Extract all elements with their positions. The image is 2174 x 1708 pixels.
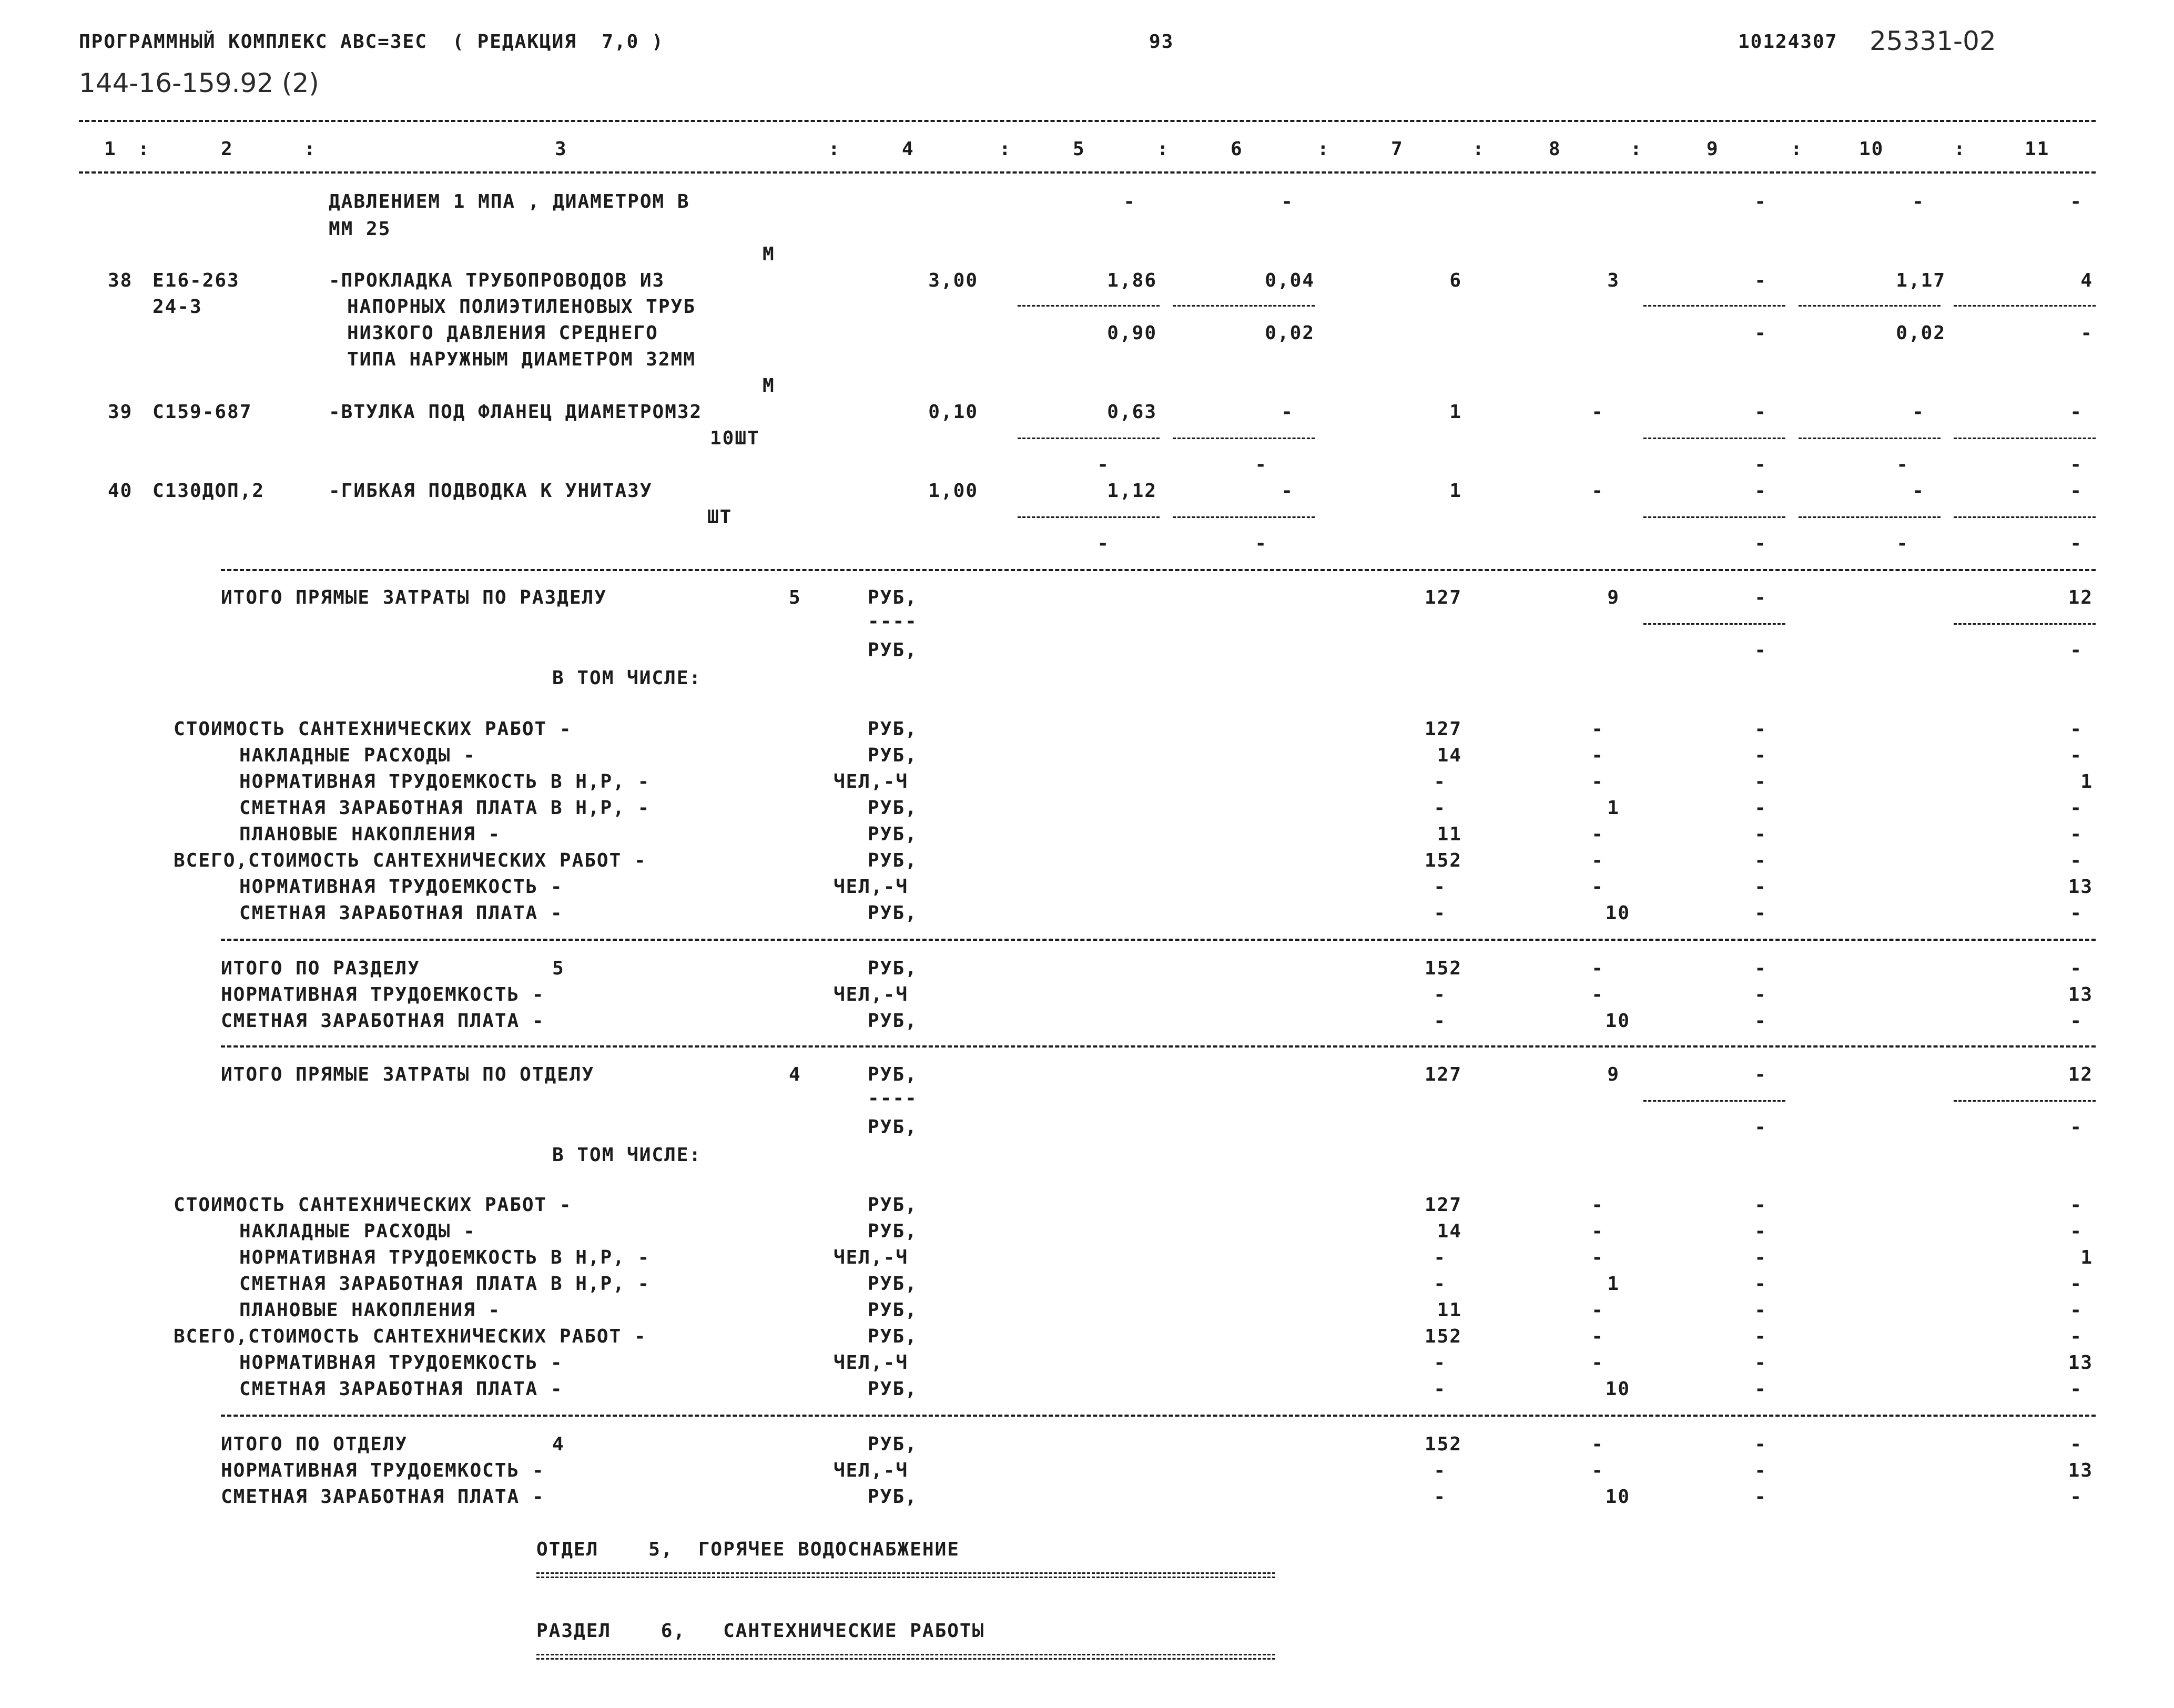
item-description: -ГИБКАЯ ПОДВОДКА К УНИТАЗУ <box>329 480 653 502</box>
cell-c9: - <box>1754 1299 1767 1321</box>
cell-c9: - <box>1754 876 1767 898</box>
breakdown-label: СМЕТНАЯ ЗАРАБОТНАЯ ПЛАТА В Н,Р, - <box>239 1273 651 1295</box>
cell-c8: 10 <box>1605 1486 1630 1508</box>
cell-divider <box>1018 305 1160 307</box>
col-sep: : <box>1791 138 1803 160</box>
cell-c9: - <box>1754 958 1767 979</box>
cell-c5: - <box>1123 191 1136 212</box>
breakdown-unit: ЧЕЛ,-Ч <box>834 876 909 898</box>
summary-unit: РУБ, <box>868 1116 918 1138</box>
breakdown-unit: РУБ, <box>868 824 918 845</box>
col-sep: : <box>1472 138 1485 160</box>
header-rule-bottom <box>79 171 2096 174</box>
cell-c11: - <box>2070 191 2082 212</box>
cell-c9: - <box>1754 1352 1767 1374</box>
total-unit: РУБ, <box>868 958 918 979</box>
breakdown-label: СМЕТНАЯ ЗАРАБОТНАЯ ПЛАТА - <box>239 1378 563 1400</box>
item-description: НИЗКОГО ДАВЛЕНИЯ СРЕДНЕГО <box>347 322 658 344</box>
cell-c9: - <box>1754 1221 1767 1242</box>
breakdown-label: НАКЛАДНЫЕ РАСХОДЫ - <box>239 1221 476 1242</box>
col-header-9: 9 <box>1706 138 1719 160</box>
cell-c6: - <box>1281 401 1294 423</box>
cell-c7: 152 <box>1424 850 1462 871</box>
handwritten-reference: 144-16-159.92 (2) <box>79 68 319 98</box>
breakdown-unit: РУБ, <box>868 745 918 766</box>
cell-c8: - <box>1591 850 1604 871</box>
cell-c7: 152 <box>1424 1326 1462 1347</box>
col-header-10: 10 <box>1859 138 1884 160</box>
cell-c11: - <box>2070 480 2082 502</box>
item-description: ММ 25 <box>329 218 391 240</box>
cell-c9: - <box>1754 718 1767 740</box>
section-rule <box>221 939 2096 941</box>
cell-divider <box>1018 438 1160 439</box>
cell-c8: 1 <box>1607 1273 1620 1295</box>
document-code: 10124307 <box>1738 31 1838 53</box>
total-label: ИТОГО ПО РАЗДЕЛУ <box>221 958 420 979</box>
item-code-2: 24-3 <box>153 296 202 318</box>
summary-unit: РУБ, <box>868 587 918 608</box>
cell-c8: 10 <box>1605 1010 1630 1032</box>
item-unit: М <box>763 375 775 396</box>
cell-c11: 13 <box>2068 876 2093 898</box>
cell-c7: 152 <box>1424 1434 1462 1455</box>
cell-c10: - <box>1912 191 1925 212</box>
cell-divider <box>1799 305 1941 307</box>
cell-c11: - <box>2070 958 2082 979</box>
col-sep: : <box>828 138 841 160</box>
cell-c8: 10 <box>1605 1378 1630 1400</box>
cell-c9: - <box>1754 1247 1767 1268</box>
section-heading: РАЗДЕЛ 6, САНТЕХНИЧЕСКИЕ РАБОТЫ <box>536 1620 985 1642</box>
department-heading-underline <box>536 1572 1275 1578</box>
cell-c5-secondary: - <box>1097 533 1110 554</box>
cell-c5-secondary: 0,90 <box>1107 322 1157 344</box>
cell-divider <box>1173 305 1315 307</box>
breakdown-label: НОРМАТИВНАЯ ТРУДОЕМКОСТЬ - <box>239 876 563 898</box>
breakdown-unit: РУБ, <box>868 902 918 924</box>
cell-c9: - <box>1754 1486 1767 1508</box>
breakdown-label: НОРМАТИВНАЯ ТРУДОЕМКОСТЬ В Н,Р, - <box>239 1247 651 1268</box>
cell-c6-secondary: - <box>1255 454 1267 475</box>
cell-c7: - <box>1434 1378 1446 1400</box>
cell-c9-secondary: - <box>1754 533 1767 554</box>
handwritten-code: 25331-02 <box>1870 26 1996 56</box>
breakdown-label: СМЕТНАЯ ЗАРАБОТНАЯ ПЛАТА В Н,Р, - <box>239 797 651 819</box>
cell-c11: 13 <box>2068 1352 2093 1374</box>
summary-unit: РУБ, <box>868 1064 918 1085</box>
cell-c9-secondary: - <box>1754 454 1767 475</box>
total-unit: РУБ, <box>868 1010 918 1032</box>
cell-c9: - <box>1754 771 1767 792</box>
cell-c8: - <box>1591 876 1604 898</box>
cell-c10: - <box>1912 401 1925 423</box>
program-header: ПРОГРАММНЫЙ КОМПЛЕКС АВС=3ЕС ( РЕДАКЦИЯ 7,0 ) <box>79 31 664 53</box>
cell-c11: - <box>2070 824 2082 845</box>
cell-c6-secondary: - <box>1255 533 1267 554</box>
cell-c7: - <box>1434 1486 1446 1508</box>
breakdown-label: ВСЕГО,СТОИМОСТЬ САНТЕХНИЧЕСКИХ РАБОТ - <box>174 850 647 871</box>
breakdown-unit: РУБ, <box>868 718 918 740</box>
col-header-11: 11 <box>2025 138 2050 160</box>
cell-c8: 10 <box>1605 902 1630 924</box>
department-heading: ОТДЕЛ 5, ГОРЯЧЕЕ ВОДОСНАБЖЕНИЕ <box>536 1539 960 1560</box>
cell-c6: - <box>1281 480 1294 502</box>
col-header-8: 8 <box>1549 138 1561 160</box>
section-rule <box>221 1045 2096 1048</box>
cell-c7: 1 <box>1449 401 1462 423</box>
col-sep: : <box>1317 138 1330 160</box>
cell-c11: 1 <box>2080 771 2093 792</box>
cell-c9: - <box>1754 480 1767 502</box>
item-description: ТИПА НАРУЖНЫМ ДИАМЕТРОМ 32ММ <box>347 349 696 370</box>
item-description: ДАВЛЕНИЕМ 1 МПА , ДИАМЕТРОМ В <box>329 191 690 212</box>
breakdown-label: СМЕТНАЯ ЗАРАБОТНАЯ ПЛАТА - <box>239 902 563 924</box>
col-sep: : <box>138 138 150 160</box>
cell-c6-secondary: 0,02 <box>1265 322 1315 344</box>
cell-c8: - <box>1591 401 1604 423</box>
cell-c11-secondary: - <box>2080 322 2093 344</box>
cell-divider <box>1954 438 2096 439</box>
breakdown-label: ПЛАНОВЫЕ НАКОПЛЕНИЯ - <box>239 1299 501 1321</box>
col-header-2: 2 <box>221 138 233 160</box>
summary-title: ИТОГО ПРЯМЫЕ ЗАТРАТЫ ПО РАЗДЕЛУ <box>221 587 607 608</box>
col-sep: : <box>1954 138 1966 160</box>
summary-unit-dash: ---- <box>868 1087 918 1109</box>
cell-divider <box>1954 1100 2096 1102</box>
total-label: НОРМАТИВНАЯ ТРУДОЕМКОСТЬ - <box>221 984 545 1005</box>
col-sep: : <box>999 138 1012 160</box>
cell-c8: - <box>1591 1299 1604 1321</box>
cell-c4: 3,00 <box>928 270 978 291</box>
item-code: С159-687 <box>153 401 252 423</box>
cell-divider <box>1954 516 2096 518</box>
cell-c7: 127 <box>1424 1194 1462 1216</box>
cell-divider <box>1643 438 1785 439</box>
section-rule <box>221 569 2096 571</box>
cell-c11: - <box>2070 1378 2082 1400</box>
cell-c5: 1,86 <box>1107 270 1157 291</box>
cell-c9: - <box>1754 1064 1767 1085</box>
cell-c9: - <box>1754 401 1767 423</box>
cell-c10-secondary: 0,02 <box>1896 322 1946 344</box>
item-code: Е16-263 <box>153 270 240 291</box>
breakdown-label: НАКЛАДНЫЕ РАСХОДЫ - <box>239 745 476 766</box>
cell-c9: - <box>1754 797 1767 819</box>
cell-c8: - <box>1591 1434 1604 1455</box>
cell-c7: - <box>1434 902 1446 924</box>
cell-c4: 0,10 <box>928 401 978 423</box>
cell-c9: - <box>1754 191 1767 212</box>
breakdown-label: НОРМАТИВНАЯ ТРУДОЕМКОСТЬ В Н,Р, - <box>239 771 651 792</box>
cell-divider <box>1643 516 1785 518</box>
cell-c9: - <box>1754 984 1767 1005</box>
breakdown-unit: РУБ, <box>868 1378 918 1400</box>
col-header-1: 1 <box>104 138 117 160</box>
cell-c8: - <box>1591 1352 1604 1374</box>
item-number: 38 <box>108 270 133 291</box>
summary-unit: РУБ, <box>868 639 918 661</box>
cell-c7: 127 <box>1424 587 1462 608</box>
total-number: 5 <box>552 958 565 979</box>
cell-c8: - <box>1591 745 1604 766</box>
cell-c7: 127 <box>1424 1064 1462 1085</box>
cell-c8: - <box>1591 958 1604 979</box>
total-unit: РУБ, <box>868 1434 918 1455</box>
item-unit: 10ШТ <box>710 428 760 449</box>
breakdown-label: ПЛАНОВЫЕ НАКОПЛЕНИЯ - <box>239 824 501 845</box>
item-unit: М <box>763 243 775 265</box>
cell-c9: - <box>1754 1378 1767 1400</box>
cell-c5: 0,63 <box>1107 401 1157 423</box>
cell-c11: 13 <box>2068 984 2093 1005</box>
cell-c11-secondary: - <box>2070 533 2082 554</box>
breakdown-unit: РУБ, <box>868 1299 918 1321</box>
cell-c7: 11 <box>1437 1299 1462 1321</box>
breakdown-label: СТОИМОСТЬ САНТЕХНИЧЕСКИХ РАБОТ - <box>174 1194 572 1216</box>
cell-c9: - <box>1754 850 1767 871</box>
item-description: -ВТУЛКА ПОД ФЛАНЕЦ ДИАМЕТРОМ32 <box>329 401 703 423</box>
breakdown-label: НОРМАТИВНАЯ ТРУДОЕМКОСТЬ - <box>239 1352 563 1374</box>
cell-c9: - <box>1754 1434 1767 1455</box>
total-unit: РУБ, <box>868 1486 918 1508</box>
cell-divider <box>1643 623 1785 625</box>
breakdown-unit: РУБ, <box>868 797 918 819</box>
cell-c8: - <box>1591 1326 1604 1347</box>
cell-c9: - <box>1754 824 1767 845</box>
cell-c11: - <box>2070 1486 2082 1508</box>
cell-c11: - <box>2070 1299 2082 1321</box>
section-rule <box>221 1415 2096 1417</box>
cell-divider <box>1643 1100 1785 1102</box>
cell-c11: - <box>2070 1273 2082 1295</box>
cell-c7: - <box>1434 1010 1446 1032</box>
col-sep: : <box>1630 138 1643 160</box>
cell-c8: 9 <box>1607 587 1620 608</box>
cell-c9: - <box>1754 1010 1767 1032</box>
cell-c6: 0,04 <box>1265 270 1315 291</box>
cell-c11: - <box>2070 745 2082 766</box>
page-number: 93 <box>1149 31 1174 53</box>
cell-c5-secondary: - <box>1097 454 1110 475</box>
cell-c8: - <box>1591 480 1604 502</box>
cell-c5: 1,12 <box>1107 480 1157 502</box>
item-description: НАПОРНЫХ ПОЛИЭТИЛЕНОВЫХ ТРУБ <box>347 296 696 318</box>
cell-c11-secondary: - <box>2070 454 2082 475</box>
cell-c9: - <box>1754 1460 1767 1481</box>
cell-c9-secondary: - <box>1754 1116 1767 1138</box>
section-heading-underline <box>536 1654 1275 1660</box>
cell-divider <box>1643 305 1785 307</box>
cell-c8: - <box>1591 718 1604 740</box>
cell-c7: - <box>1434 1247 1446 1268</box>
cell-c11: - <box>2070 1434 2082 1455</box>
cell-c9-secondary: - <box>1754 322 1767 344</box>
cell-c11: - <box>2070 1194 2082 1216</box>
item-number: 40 <box>108 480 133 502</box>
cell-c8: - <box>1591 771 1604 792</box>
summary-department-number: 4 <box>789 1064 801 1085</box>
cell-c9: - <box>1754 902 1767 924</box>
cell-c7: 11 <box>1437 824 1462 845</box>
cell-c11-secondary: - <box>2070 639 2082 661</box>
cell-c8: - <box>1591 984 1604 1005</box>
cell-c6: - <box>1281 191 1294 212</box>
cell-c7: - <box>1434 1352 1446 1374</box>
total-unit: ЧЕЛ,-Ч <box>834 984 909 1005</box>
breakdown-unit: ЧЕЛ,-Ч <box>834 771 909 792</box>
col-header-7: 7 <box>1391 138 1404 160</box>
cell-c11: - <box>2070 797 2082 819</box>
cell-c10: 1,17 <box>1896 270 1946 291</box>
item-unit: ШТ <box>707 506 733 528</box>
cell-c7: 14 <box>1437 1221 1462 1242</box>
col-header-6: 6 <box>1231 138 1243 160</box>
cell-c9: - <box>1754 1273 1767 1295</box>
cell-c8: 9 <box>1607 1064 1620 1085</box>
cell-c8: - <box>1591 824 1604 845</box>
cell-divider <box>1799 516 1941 518</box>
cell-c7: 127 <box>1424 718 1462 740</box>
cell-c10: - <box>1912 480 1925 502</box>
cell-c10-secondary: - <box>1896 533 1909 554</box>
cell-c11: - <box>2070 1010 2082 1032</box>
cell-c7: - <box>1434 876 1446 898</box>
cell-c8: - <box>1591 1221 1604 1242</box>
summary-title: ИТОГО ПРЯМЫЕ ЗАТРАТЫ ПО ОТДЕЛУ <box>221 1064 595 1085</box>
breakdown-unit: ЧЕЛ,-Ч <box>834 1247 909 1268</box>
summary-unit-dash: ---- <box>868 611 918 632</box>
cell-c7: 152 <box>1424 958 1462 979</box>
cell-divider <box>1954 623 2096 625</box>
cell-c8: - <box>1591 1460 1604 1481</box>
cell-c7: 6 <box>1449 270 1462 291</box>
breakdown-label: СТОИМОСТЬ САНТЕХНИЧЕСКИХ РАБОТ - <box>174 718 572 740</box>
including-label: В ТОМ ЧИСЛЕ: <box>552 667 702 689</box>
breakdown-unit: РУБ, <box>868 1326 918 1347</box>
breakdown-unit: РУБ, <box>868 850 918 871</box>
cell-c9: - <box>1754 1326 1767 1347</box>
cell-c11: 12 <box>2068 587 2093 608</box>
col-sep: : <box>1157 138 1170 160</box>
col-header-5: 5 <box>1073 138 1085 160</box>
item-code: С130ДОП,2 <box>153 480 265 502</box>
cell-c7: 1 <box>1449 480 1462 502</box>
cell-c11: 1 <box>2080 1247 2093 1268</box>
cell-c9: - <box>1754 270 1767 291</box>
cell-c9-secondary: - <box>1754 639 1767 661</box>
total-label: СМЕТНАЯ ЗАРАБОТНАЯ ПЛАТА - <box>221 1486 545 1508</box>
cell-c8: - <box>1591 1247 1604 1268</box>
cell-c8: 3 <box>1607 270 1620 291</box>
cell-c11-secondary: - <box>2070 1116 2082 1138</box>
cell-c10-secondary: - <box>1896 454 1909 475</box>
cell-divider <box>1018 516 1160 518</box>
breakdown-unit: ЧЕЛ,-Ч <box>834 1352 909 1374</box>
cell-c7: 14 <box>1437 745 1462 766</box>
including-label: В ТОМ ЧИСЛЕ: <box>552 1144 702 1166</box>
summary-section-number: 5 <box>789 587 801 608</box>
col-header-4: 4 <box>902 138 915 160</box>
cell-c11: - <box>2070 401 2082 423</box>
cell-c8: - <box>1591 1194 1604 1216</box>
total-label: НОРМАТИВНАЯ ТРУДОЕМКОСТЬ - <box>221 1460 545 1481</box>
item-description: -ПРОКЛАДКА ТРУБОПРОВОДОВ ИЗ <box>329 270 665 291</box>
cell-c7: - <box>1434 1273 1446 1295</box>
cell-c4: 1,00 <box>928 480 978 502</box>
cell-c7: - <box>1434 771 1446 792</box>
item-number: 39 <box>108 401 133 423</box>
cell-c11: - <box>2070 850 2082 871</box>
total-number: 4 <box>552 1434 565 1455</box>
col-header-3: 3 <box>555 138 567 160</box>
cell-c11: - <box>2070 1326 2082 1347</box>
cell-c7: - <box>1434 1460 1446 1481</box>
cell-divider <box>1173 438 1315 439</box>
total-unit: ЧЕЛ,-Ч <box>834 1460 909 1481</box>
cell-c7: - <box>1434 797 1446 819</box>
cell-c11: - <box>2070 718 2082 740</box>
cell-c11: 12 <box>2068 1064 2093 1085</box>
cell-c11: - <box>2070 1221 2082 1242</box>
breakdown-unit: РУБ, <box>868 1221 918 1242</box>
cell-divider <box>1173 516 1315 518</box>
cell-c9: - <box>1754 1194 1767 1216</box>
breakdown-unit: РУБ, <box>868 1194 918 1216</box>
header-rule-top <box>79 120 2096 122</box>
cell-c11: 4 <box>2080 270 2093 291</box>
cell-c9: - <box>1754 745 1767 766</box>
cell-c9: - <box>1754 587 1767 608</box>
breakdown-label: ВСЕГО,СТОИМОСТЬ САНТЕХНИЧЕСКИХ РАБОТ - <box>174 1326 647 1347</box>
total-label: ИТОГО ПО ОТДЕЛУ <box>221 1434 408 1455</box>
col-sep: : <box>304 138 317 160</box>
total-label: СМЕТНАЯ ЗАРАБОТНАЯ ПЛАТА - <box>221 1010 545 1032</box>
cell-divider <box>1799 438 1941 439</box>
cell-c11: - <box>2070 902 2082 924</box>
cell-c11: 13 <box>2068 1460 2093 1481</box>
cell-divider <box>1954 305 2096 307</box>
cell-c7: - <box>1434 984 1446 1005</box>
breakdown-unit: РУБ, <box>868 1273 918 1295</box>
cell-c8: 1 <box>1607 797 1620 819</box>
